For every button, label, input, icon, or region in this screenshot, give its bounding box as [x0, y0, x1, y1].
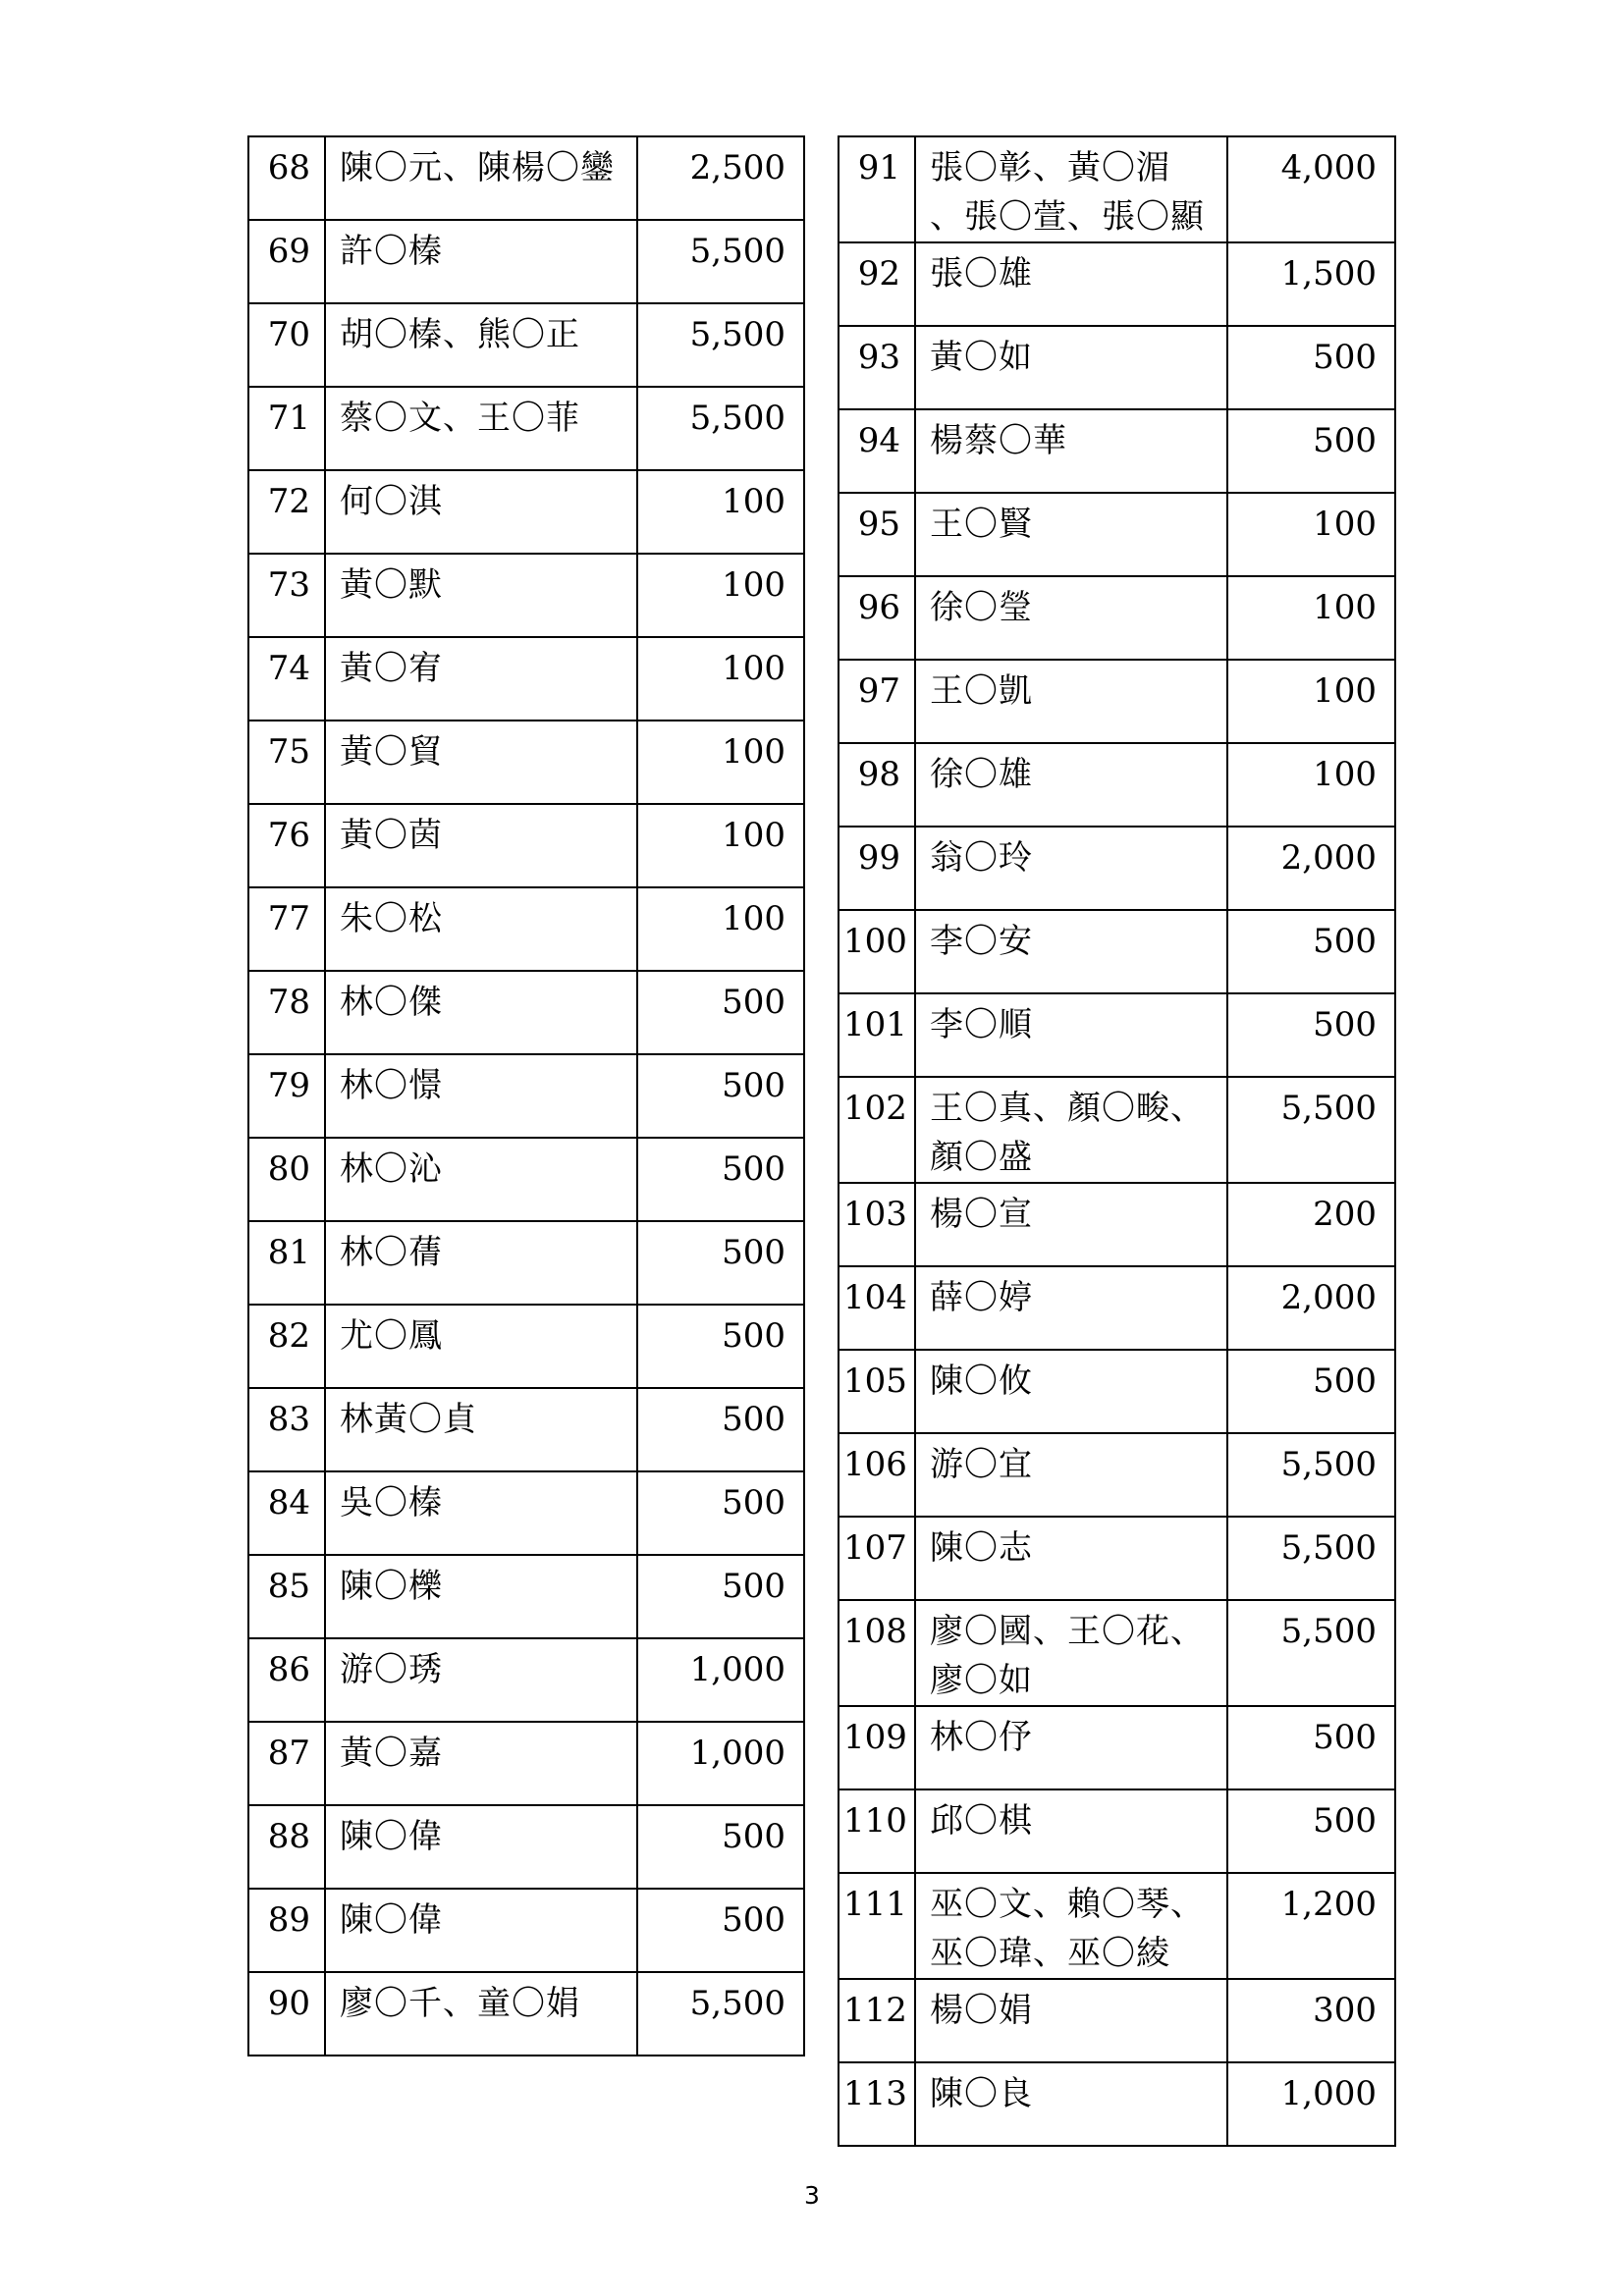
- row-number: 108: [839, 1600, 915, 1706]
- donation-amount: 200: [1227, 1183, 1395, 1266]
- donor-name: 陳〇櫟: [325, 1555, 637, 1638]
- row-number: 86: [248, 1638, 325, 1722]
- table-row: [839, 1979, 1395, 2062]
- donor-name: 林〇傑: [325, 971, 637, 1054]
- donor-name: 黃〇宥: [325, 637, 637, 721]
- donation-amount: 500: [637, 1054, 804, 1138]
- table-row: [839, 242, 1395, 326]
- donation-amount: 5,500: [637, 1972, 804, 2056]
- donor-name: 李〇安: [915, 910, 1227, 993]
- donation-amount: 500: [637, 1471, 804, 1555]
- donor-name: 邱〇棋: [915, 1789, 1227, 1873]
- donation-amount: 100: [637, 887, 804, 971]
- donor-name: 李〇順: [915, 993, 1227, 1077]
- donation-amount: 100: [637, 721, 804, 804]
- donor-name: 陳〇偉: [325, 1889, 637, 1972]
- row-number: 72: [248, 470, 325, 554]
- table-row: [839, 1266, 1395, 1350]
- donation-amount: 300: [1227, 1979, 1395, 2062]
- donor-name: 游〇琇: [325, 1638, 637, 1722]
- donor-name: 朱〇松: [325, 887, 637, 971]
- row-number: 92: [839, 242, 915, 326]
- table-row: [248, 1054, 804, 1138]
- donation-amount: 500: [637, 971, 804, 1054]
- table-row: [248, 1138, 804, 1221]
- donation-amount: 5,500: [1227, 1077, 1395, 1183]
- table-row: [839, 827, 1395, 910]
- donation-amount: 2,000: [1227, 1266, 1395, 1350]
- donor-name: 林黃〇貞: [325, 1388, 637, 1471]
- table-row: [839, 576, 1395, 660]
- donation-amount: 500: [1227, 326, 1395, 409]
- table-row: [839, 743, 1395, 827]
- donor-name: 王〇賢: [915, 493, 1227, 576]
- donor-name: 陳〇偉: [325, 1805, 637, 1889]
- table-row: [839, 1873, 1395, 1979]
- donation-amount: 5,500: [637, 303, 804, 387]
- table-row: [248, 136, 804, 220]
- row-number: 73: [248, 554, 325, 637]
- table-row: [839, 136, 1395, 242]
- donor-name: 薛〇婷: [915, 1266, 1227, 1350]
- row-number: 85: [248, 1555, 325, 1638]
- table-row: [248, 303, 804, 387]
- table-row: [248, 1305, 804, 1388]
- donation-amount: 500: [1227, 1706, 1395, 1789]
- row-number: 103: [839, 1183, 915, 1266]
- row-number: 109: [839, 1706, 915, 1789]
- table-row: [248, 1388, 804, 1471]
- table-row: [839, 1183, 1395, 1266]
- donor-name: 黃〇如: [915, 326, 1227, 409]
- row-number: 70: [248, 303, 325, 387]
- table-row: [248, 971, 804, 1054]
- row-number: 97: [839, 660, 915, 743]
- table-row: [839, 910, 1395, 993]
- row-number: 96: [839, 576, 915, 660]
- donor-name: 廖〇國、王〇花、廖〇如: [915, 1600, 1227, 1706]
- donation-amount: 500: [637, 1138, 804, 1221]
- row-number: 104: [839, 1266, 915, 1350]
- donor-name: 楊蔡〇華: [915, 409, 1227, 493]
- table-row: [248, 637, 804, 721]
- donor-name: 徐〇瑩: [915, 576, 1227, 660]
- donation-amount: 100: [637, 554, 804, 637]
- donation-amount: 100: [1227, 493, 1395, 576]
- row-number: 69: [248, 220, 325, 303]
- donor-name: 陳〇攸: [915, 1350, 1227, 1433]
- donation-amount: 500: [637, 1889, 804, 1972]
- row-number: 80: [248, 1138, 325, 1221]
- donation-amount: 2,000: [1227, 827, 1395, 910]
- donation-amount: 500: [637, 1805, 804, 1889]
- row-number: 113: [839, 2062, 915, 2146]
- table-row: [248, 721, 804, 804]
- donor-name: 許〇榛: [325, 220, 637, 303]
- donation-amount: 500: [637, 1388, 804, 1471]
- donor-name: 王〇凱: [915, 660, 1227, 743]
- row-number: 82: [248, 1305, 325, 1388]
- table-row: [248, 1638, 804, 1722]
- row-number: 93: [839, 326, 915, 409]
- donation-amount: 100: [1227, 743, 1395, 827]
- donor-name: 黃〇嘉: [325, 1722, 637, 1805]
- donation-amount: 5,500: [1227, 1600, 1395, 1706]
- donor-name: 巫〇文、賴〇琴、巫〇瑋、巫〇綾: [915, 1873, 1227, 1979]
- donor-name: 王〇真、顏〇畯、顏〇盛: [915, 1077, 1227, 1183]
- table-row: [248, 804, 804, 887]
- donation-amount: 100: [637, 470, 804, 554]
- donation-amount: 2,500: [637, 136, 804, 220]
- donor-name: 楊〇娟: [915, 1979, 1227, 2062]
- row-number: 88: [248, 1805, 325, 1889]
- table-row: [839, 1789, 1395, 1873]
- row-number: 111: [839, 1873, 915, 1979]
- table-row: [248, 1722, 804, 1805]
- row-number: 68: [248, 136, 325, 220]
- donation-amount: 5,500: [1227, 1517, 1395, 1600]
- row-number: 75: [248, 721, 325, 804]
- row-number: 76: [248, 804, 325, 887]
- row-number: 74: [248, 637, 325, 721]
- table-row: [839, 2062, 1395, 2146]
- donation-amount: 1,000: [637, 1722, 804, 1805]
- table-row: [839, 1350, 1395, 1433]
- donor-name: 張〇彰、黃〇湄 、張〇萱、張〇顯: [915, 136, 1227, 242]
- table-row: [248, 470, 804, 554]
- table-row: [248, 387, 804, 470]
- row-number: 84: [248, 1471, 325, 1555]
- row-number: 90: [248, 1972, 325, 2056]
- donation-amount: 500: [637, 1305, 804, 1388]
- donation-amount: 500: [637, 1221, 804, 1305]
- table-row: [839, 993, 1395, 1077]
- table-row: [248, 1889, 804, 1972]
- donation-amount: 100: [1227, 576, 1395, 660]
- donor-name: 黃〇茵: [325, 804, 637, 887]
- row-number: 78: [248, 971, 325, 1054]
- donor-name: 尤〇鳳: [325, 1305, 637, 1388]
- row-number: 102: [839, 1077, 915, 1183]
- table-row: [248, 554, 804, 637]
- donor-name: 林〇憬: [325, 1054, 637, 1138]
- donation-amount: 1,500: [1227, 242, 1395, 326]
- donor-name: 張〇雄: [915, 242, 1227, 326]
- donation-amount: 5,500: [1227, 1433, 1395, 1517]
- table-row: [839, 1433, 1395, 1517]
- donor-name: 何〇淇: [325, 470, 637, 554]
- page-number: 3: [804, 2181, 820, 2210]
- table-row: [839, 409, 1395, 493]
- row-number: 91: [839, 136, 915, 242]
- donor-table-left: [247, 135, 805, 2056]
- row-number: 98: [839, 743, 915, 827]
- donor-name: 林〇伃: [915, 1706, 1227, 1789]
- donor-name: 徐〇雄: [915, 743, 1227, 827]
- donation-amount: 500: [637, 1555, 804, 1638]
- donation-amount: 100: [637, 804, 804, 887]
- table-row: [248, 887, 804, 971]
- table-row: [839, 1600, 1395, 1706]
- row-number: 110: [839, 1789, 915, 1873]
- row-number: 71: [248, 387, 325, 470]
- table-row: [839, 1517, 1395, 1600]
- donor-name: 陳〇良: [915, 2062, 1227, 2146]
- donor-name: 翁〇玲: [915, 827, 1227, 910]
- table-row: [839, 493, 1395, 576]
- table-row: [248, 1805, 804, 1889]
- table-row: [248, 1221, 804, 1305]
- table-row: [839, 1706, 1395, 1789]
- table-row: [839, 326, 1395, 409]
- row-number: 99: [839, 827, 915, 910]
- donor-name: 胡〇榛、熊〇正: [325, 303, 637, 387]
- table-row: [839, 660, 1395, 743]
- row-number: 107: [839, 1517, 915, 1600]
- donor-name: 陳〇志: [915, 1517, 1227, 1600]
- donation-amount: 100: [1227, 660, 1395, 743]
- donation-amount: 500: [1227, 1350, 1395, 1433]
- table-row: [248, 220, 804, 303]
- donor-name: 陳〇元、陳楊〇鑾: [325, 136, 637, 220]
- table-row: [248, 1972, 804, 2056]
- table-row: [839, 1077, 1395, 1183]
- donor-name: 游〇宜: [915, 1433, 1227, 1517]
- row-number: 100: [839, 910, 915, 993]
- row-number: 89: [248, 1889, 325, 1972]
- row-number: 77: [248, 887, 325, 971]
- row-number: 106: [839, 1433, 915, 1517]
- row-number: 101: [839, 993, 915, 1077]
- row-number: 81: [248, 1221, 325, 1305]
- donation-amount: 1,000: [637, 1638, 804, 1722]
- donor-name: 蔡〇文、王〇菲: [325, 387, 637, 470]
- donor-name: 廖〇千、童〇娟: [325, 1972, 637, 2056]
- donation-amount: 100: [637, 637, 804, 721]
- donation-amount: 4,000: [1227, 136, 1395, 242]
- donor-name: 黃〇默: [325, 554, 637, 637]
- donor-name: 吳〇榛: [325, 1471, 637, 1555]
- donation-amount: 500: [1227, 910, 1395, 993]
- donation-amount: 5,500: [637, 387, 804, 470]
- donor-name: 林〇蒨: [325, 1221, 637, 1305]
- donation-amount: 500: [1227, 993, 1395, 1077]
- row-number: 87: [248, 1722, 325, 1805]
- donation-amount: 1,000: [1227, 2062, 1395, 2146]
- donation-amount: 500: [1227, 409, 1395, 493]
- row-number: 83: [248, 1388, 325, 1471]
- row-number: 79: [248, 1054, 325, 1138]
- row-number: 94: [839, 409, 915, 493]
- table-row: [248, 1555, 804, 1638]
- row-number: 112: [839, 1979, 915, 2062]
- table-row: [248, 1471, 804, 1555]
- donor-name: 林〇沁: [325, 1138, 637, 1221]
- donation-amount: 1,200: [1227, 1873, 1395, 1979]
- donor-name: 楊〇宣: [915, 1183, 1227, 1266]
- row-number: 95: [839, 493, 915, 576]
- donation-amount: 5,500: [637, 220, 804, 303]
- row-number: 105: [839, 1350, 915, 1433]
- donor-name: 黃〇貿: [325, 721, 637, 804]
- donor-table-right: [838, 135, 1396, 2147]
- donation-amount: 500: [1227, 1789, 1395, 1873]
